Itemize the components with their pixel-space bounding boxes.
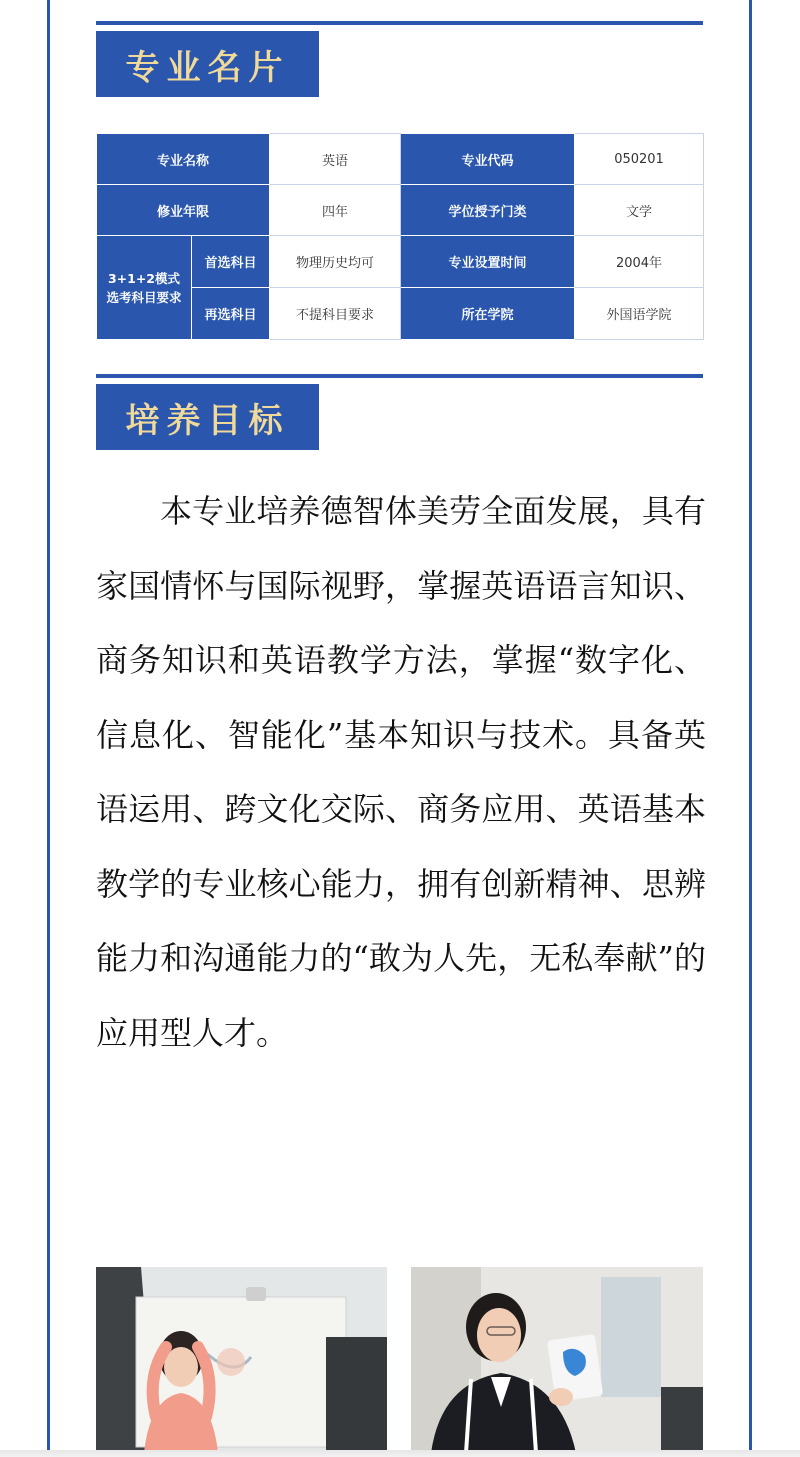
table-value-cell: 050201 <box>575 134 704 185</box>
table-header-cell: 学位授予门类 <box>401 185 575 236</box>
table-row <box>97 134 704 185</box>
section-divider <box>96 21 703 25</box>
right-border-line <box>749 0 752 1452</box>
classroom-photo <box>96 1267 387 1453</box>
table-row <box>97 236 704 288</box>
bottom-edge <box>0 1450 800 1457</box>
table-header-cell: 专业设置时间 <box>401 236 575 288</box>
presentation-photo-graphic <box>411 1267 703 1453</box>
table-value-cell: 2004年 <box>575 236 704 288</box>
table-header-cell: 修业年限 <box>97 185 270 236</box>
section-title-card: 专业名片 <box>96 31 319 97</box>
major-info-table <box>96 133 704 340</box>
table-header-cell: 再选科目 <box>192 288 270 340</box>
classroom-photo-graphic <box>96 1267 387 1453</box>
table-value-cell: 四年 <box>270 185 401 236</box>
table-header-cell: 3+1+2模式 选考科目要求 <box>97 236 192 340</box>
section-divider <box>96 374 703 378</box>
table-value-cell: 不提科目要求 <box>270 288 401 340</box>
table-header-cell: 所在学院 <box>401 288 575 340</box>
goal-paragraph: 本专业培养德智体美劳全面发展，具有家国情怀与国际视野，掌握英语语言知识、商务知识和英语教学方法，掌握“数字化、信息化、智能化”基本知识与技术。具备英语运用、跨文化交际、商务应用、英语基本教学的专业核心能力，拥有创新精神、思辨能力和沟通能力的“敢为人先，无私奉献”的应用型人才。 <box>96 492 706 1052</box>
presentation-photo <box>411 1267 703 1453</box>
table-value-cell: 物理历史均可 <box>270 236 401 288</box>
table-value-cell: 英语 <box>270 134 401 185</box>
section-title-goal: 培养目标 <box>96 384 319 450</box>
table-value-cell: 外国语学院 <box>575 288 704 340</box>
table-header-cell: 专业名称 <box>97 134 270 185</box>
left-border-line <box>47 0 50 1452</box>
table-value-cell: 文学 <box>575 185 704 236</box>
table-header-cell: 专业代码 <box>401 134 575 185</box>
table-row <box>97 185 704 236</box>
table-header-cell: 首选科目 <box>192 236 270 288</box>
